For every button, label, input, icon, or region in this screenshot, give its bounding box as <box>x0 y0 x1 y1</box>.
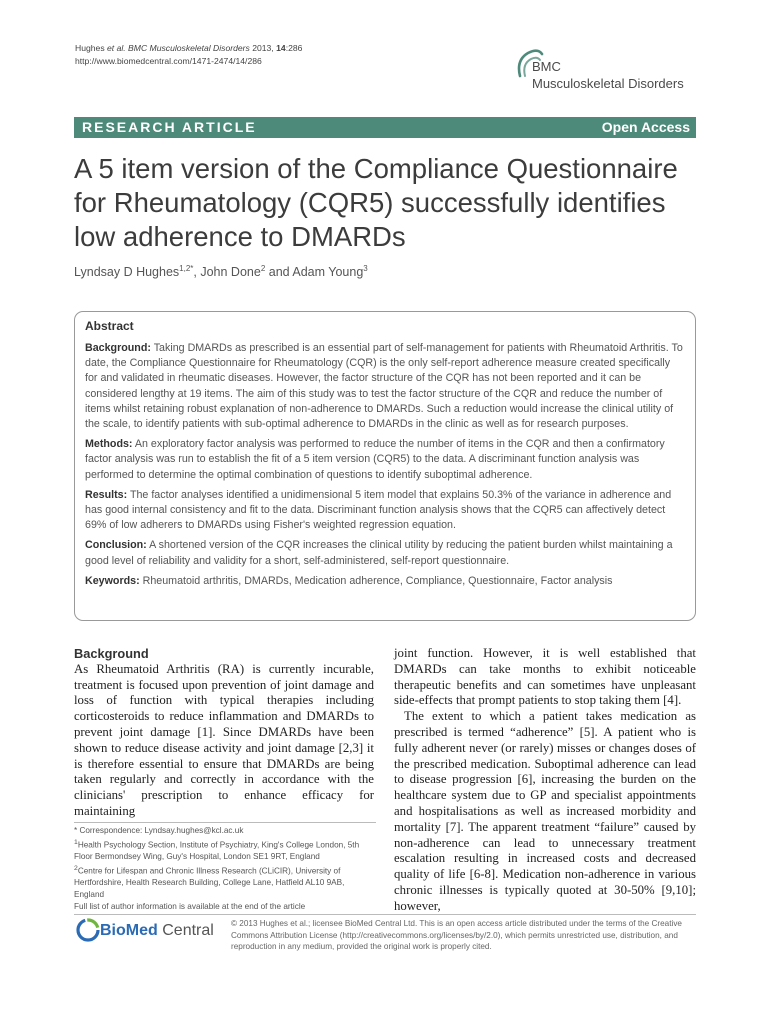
author-name: Lyndsay D Hughes <box>74 265 180 280</box>
abstract-methods <box>85 437 685 483</box>
body-paragraph: As Rheumatoid Arthritis (RA) is currently incurable, treatment is focused upon prevention of joint damage and loss of function with typical therapies including corticosteroids to reduce inflammation and DMARDs to prevent joint damage [1]. Since DMARDs have been shown to reduce disease activity and joint damage [2,3] it is therefore essential to ensure that DMARDs are being taken regularly and correctly in accordance with the clinicians' prescription to enhance efficacy for maintaining <box>74 661 374 818</box>
affiliation-sup: 2 <box>74 864 78 872</box>
citation-volume: 14 <box>276 43 286 53</box>
citation-header <box>75 42 302 68</box>
body-paragraph: joint function. However, it is well established that DMARDs can take months to exhibit noticeable therapeutic benefits and can sometimes have unpleasant side-effects that prompt patients to stop taking them [4]. <box>394 646 696 708</box>
journal-bmc: BMC <box>532 59 561 74</box>
affiliation-text: Centre for Lifespan and Chronic Illness Research (CLiCIR), University of Hertfordshire, Health Research Building, College Lane, Hatfield AL10 9AB, England <box>74 866 345 899</box>
affiliation-sup: 1 <box>74 838 78 846</box>
affiliation-note-1 <box>74 837 376 863</box>
body-column-right <box>394 646 696 915</box>
author-name: Adam Young <box>292 265 364 280</box>
citation-journal: BMC Musculoskeletal Disorders <box>128 43 250 53</box>
citation-author: Hughes <box>75 43 105 53</box>
article-title: A 5 item version of the Compliance Questionnaire for Rheumatology (CQR5) successfully identifies low adherence to DMARDs <box>74 153 678 252</box>
abstract-box <box>74 311 696 621</box>
citation-page: :286 <box>285 43 303 53</box>
abstract-heading: Abstract <box>85 319 134 333</box>
abstract-conclusion-text: A shortened version of the CQR increases the clinical utility by reducing the patient burden whilst maintaining a good level of reliability and validity for a short, self-administered, self-report questionnaire. <box>85 539 673 567</box>
section-heading-background: Background <box>74 646 149 661</box>
author-affiliation-sup: 3 <box>363 264 368 273</box>
author-list <box>74 264 368 279</box>
correspondence-note: * Correspondence: Lyndsay.hughes@kcl.ac.uk <box>74 826 244 835</box>
body-paragraph: The extent to which a patient takes medication as prescribed is termed “adherence” [5]. A patient who is fully adherent never (or rarely) misses or changes doses of the prescribed medication. Suboptimal adherence can lead to disease progression [6], increasing the burden on the healthcare system due to GP and specialist appointments and hospitalisations as well as increased morbidity and mortality [7]. The apparent treatment “failure” caused by non-adherence can lead to unnecessary treatment escalation resulting in increased costs and decreased quality of life [6-8]. Medication non-adherence in various chronic illnesses is typically quoted at 30-50% [9,10]; however, <box>394 709 696 913</box>
abstract-background <box>85 341 685 432</box>
biomed-med: Med <box>125 922 158 939</box>
abstract-methods-label: Methods: <box>85 438 133 451</box>
biomed-central-wordmark <box>100 922 214 940</box>
author-name: John Done <box>200 265 261 280</box>
affiliation-note-2 <box>74 863 376 901</box>
citation-line <box>75 42 302 55</box>
biomed-bio: Bio <box>100 922 126 939</box>
abstract-keywords-text: Rheumatoid arthritis, DMARDs, Medication adherence, Compliance, Questionnaire, Factor analysis <box>142 574 613 587</box>
abstract-background-label: Background: <box>85 342 151 354</box>
author-info-note: Full list of author information is available at the end of the article <box>74 901 306 911</box>
citation-etal: et al. <box>107 43 126 53</box>
affiliation-text: Health Psychology Section, Institute of Psychiatry, King's College London, 5th Floor Bermondsey Wing, Guy's Hospital, London SE1 9RT, England <box>74 840 360 862</box>
journal-name: Musculoskeletal Disorders <box>532 76 684 91</box>
article-url[interactable]: http://www.biomedcentral.com/1471-2474/14/286 <box>75 56 262 66</box>
article-type-label: RESEARCH ARTICLE <box>82 119 257 135</box>
citation-year: 2013, <box>252 43 274 53</box>
body-column-left <box>74 646 374 820</box>
abstract-conclusion <box>85 538 685 568</box>
abstract-methods-text: An exploratory factor analysis was performed to reduce the number of items in the CQR and then a confirmatory factor analysis was run to establish the fit of a 5 item version (CQR5) to the data. A discriminant function analysis was performed to determine the optimal combination of questions to identify suboptimal adherence. <box>85 438 665 481</box>
author-affiliation-sup: 1,2* <box>179 264 194 273</box>
abstract-background-text: Taking DMARDs as prescribed is an essential part of self-management for patients with Rheumatoid Arthritis. To date, the Compliance Questionnaire for Rheumatology (CQR) is the only self-report adherence measure created specifically for and validated in rheumatic diseases. However, the factor structure of the CQR has not been reported and it can be considered lengthy at 19 items. The aim of this study was to test the factor structure of the CQR and reduce the number of items whilst retaining robust explanation of non-adherence to DMARDs. Such a reduction would increase the clinical utility of the scale, to identify patients with sub-optimal adherence to DMARDs in the clinic as well as for research purposes. <box>85 342 683 431</box>
author-affiliation-sup: 2 <box>260 264 266 273</box>
author-separator: and <box>265 265 293 280</box>
footnotes <box>74 825 376 912</box>
footnote-divider <box>74 822 376 823</box>
article-type-banner <box>74 117 696 138</box>
footer-divider <box>74 914 696 915</box>
license-text: © 2013 Hughes et al.; licensee BioMed Central Ltd. This is an open access article distributed under the terms of the Creative Commons Attribution License (http://creativecommons.org/licenses/by/2.0), which permits unrestricted use, distribution, and reproduction in any medium, provided the original work is properly cited. <box>231 919 682 952</box>
abstract-keywords-label: Keywords: <box>85 574 140 587</box>
biomed-central-logo-icon <box>76 918 100 942</box>
biomed-central: Central <box>162 922 214 939</box>
abstract-conclusion-label: Conclusion: <box>85 539 147 552</box>
abstract-results-label: Results: <box>85 488 128 501</box>
abstract-results <box>85 488 685 534</box>
open-access-label: Open Access <box>601 119 690 135</box>
abstract-keywords <box>85 574 685 589</box>
journal-logo-text <box>532 58 684 92</box>
abstract-results-text: The factor analyses identified a unidimensional 5 item model that explains 50.3% of the variance in adherence and has good internal consistency and fit to the data. Discriminant function analysis shows that the CQR5 can affectively detect 69% of low adherers to DMARDs using Fisher's weighted regression equation. <box>85 488 672 532</box>
author-separator: , <box>193 265 201 280</box>
